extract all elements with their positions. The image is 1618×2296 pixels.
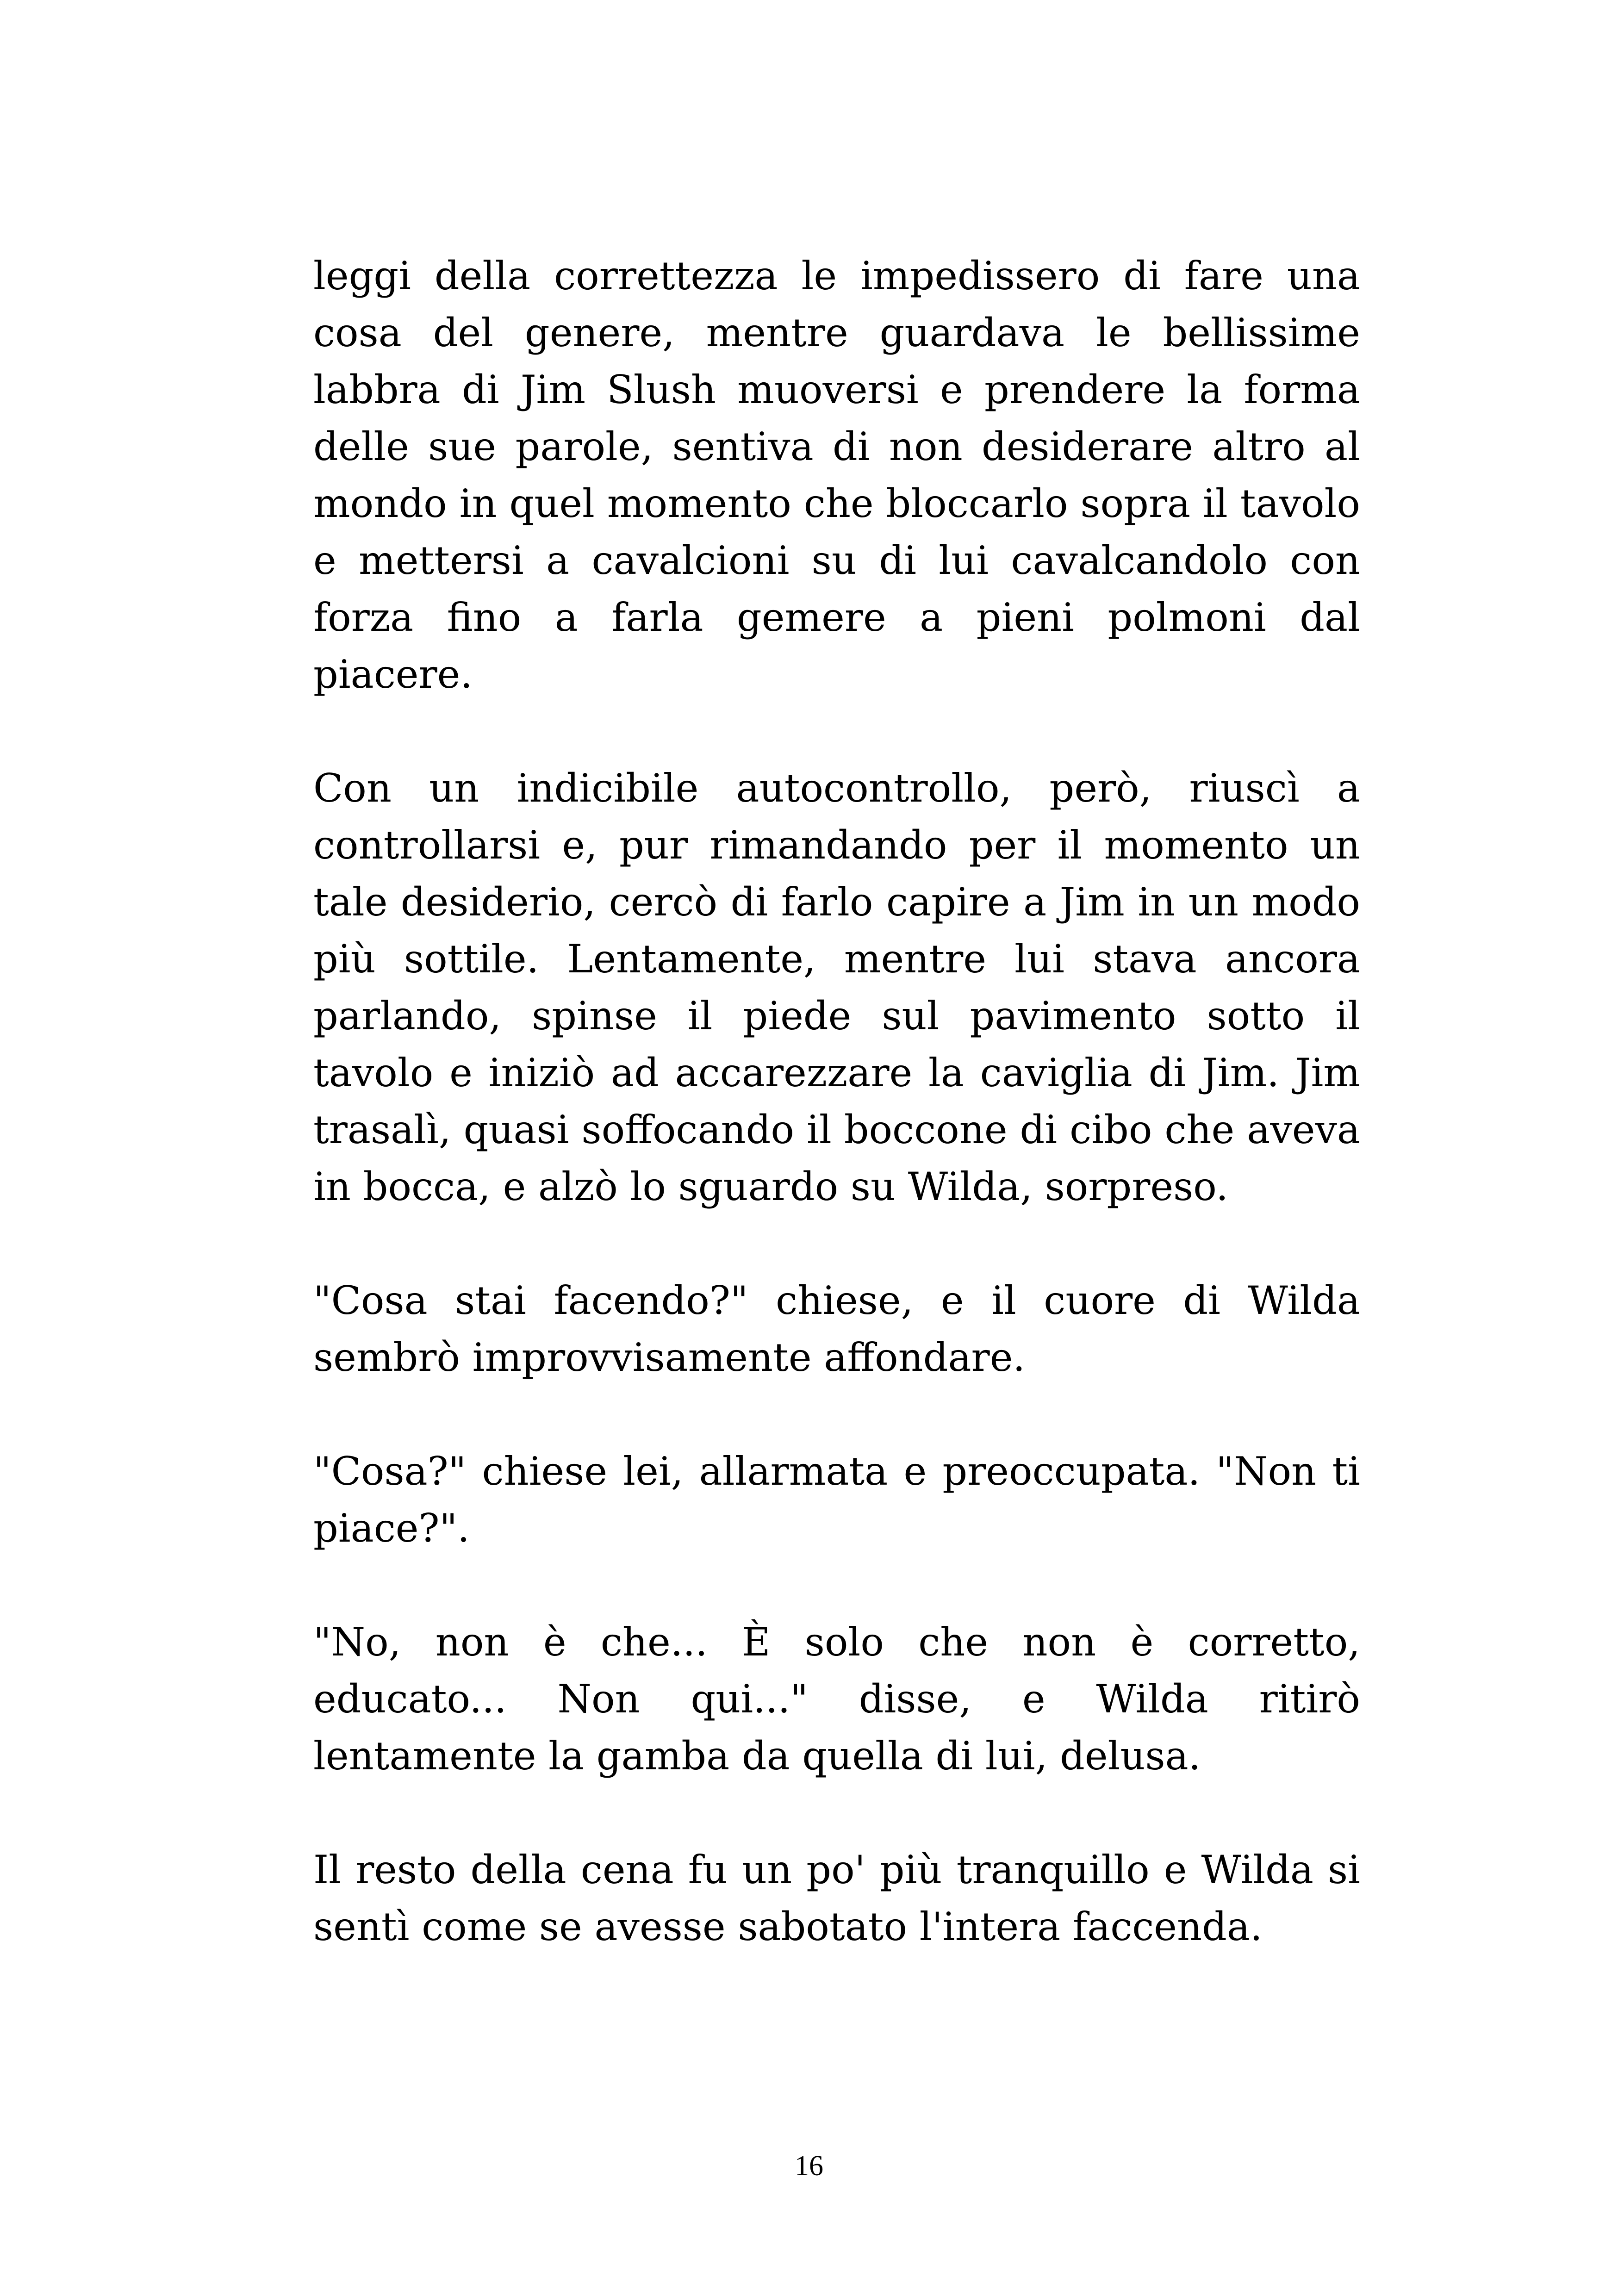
paragraph-4: "Cosa?" chiese lei, allarmata e preoccupata. "Non ti piace?". (313, 1449, 1360, 1551)
paragraph-5: "No, non è che... È solo che non è corretto, educato... Non qui..." disse, e Wilda ritirò lentamente la gamba da quella di lui, delusa. (313, 1619, 1360, 1779)
body-text (313, 248, 1360, 1955)
paragraph-6: Il resto della cena fu un po' più tranquillo e Wilda si sentì come se avesse sabotato l'intera faccenda. (313, 1847, 1360, 1949)
paragraph-1: leggi della correttezza le impedissero di fare una cosa del genere, mentre guardava le bellissime labbra di Jim Slush muoversi e prendere la forma delle sue parole, sentiva di non desiderare altro al mondo in quel momento che bloccarlo sopra il tavolo e mettersi a cavalcioni su di lui cavalcandolo con forza fino a farla gemere a pieni polmoni dal piacere. (313, 253, 1360, 697)
page-number: 16 (795, 2150, 823, 2182)
paragraph-2: Con un indicibile autocontrollo, però, riuscì a controllarsi e, pur rimandando per il momento un tale desiderio, cercò di farlo capire a Jim in un modo più sottile. Lentamente, mentre lui stava ancora parlando, spinse il piede sul pavimento sotto il tavolo e iniziò ad accarezzare la caviglia di Jim. Jim trasalì, quasi soffocando il boccone di cibo che aveva in bocca, e alzò lo sguardo su Wilda, sorpreso. (313, 765, 1360, 1209)
paragraph-3: "Cosa stai facendo?" chiese, e il cuore di Wilda sembrò improvvisamente affondare. (313, 1278, 1360, 1380)
